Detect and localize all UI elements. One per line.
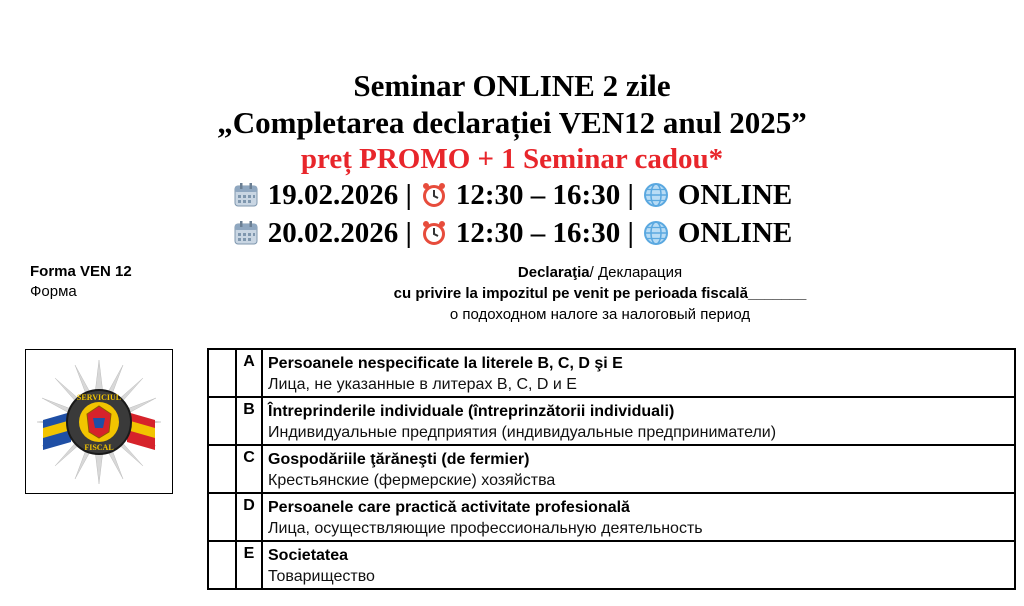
category-description	[262, 493, 1015, 541]
category-letter: B	[236, 397, 262, 445]
alarm-clock-icon	[420, 181, 448, 209]
session-mode: ONLINE	[677, 217, 793, 249]
category-name-ru: Лица, осуществляющие профессиональную деятельность	[268, 520, 703, 537]
globe-icon	[642, 219, 670, 247]
declaration-header	[260, 262, 940, 325]
session-date: 20.02.2026 |	[267, 217, 412, 249]
category-letter: A	[236, 349, 262, 397]
logo-text-top: SERVICIUL	[76, 392, 122, 402]
category-name-ru: Крестьянские (фермерские) хозяйства	[268, 472, 556, 489]
calendar-icon	[232, 181, 260, 209]
category-checkbox-b[interactable]	[208, 397, 236, 445]
table-row	[208, 541, 1015, 589]
category-description	[262, 349, 1015, 397]
seminar-banner	[0, 68, 1024, 252]
category-name-ru: Индивидуальные предприятия (индивидуальные предприниматели)	[268, 424, 777, 441]
session-row-2	[0, 214, 1024, 252]
banner-subtitle: „Completarea declarației VEN12 anul 2025”	[217, 105, 807, 140]
declaration-title: Declaraţia	[517, 264, 590, 281]
globe-icon	[642, 181, 670, 209]
declaration-subtitle: cu privire la impozitul pe venit pe perioada fiscală_______	[393, 285, 807, 302]
category-name-ru: Товарищество	[268, 568, 375, 585]
category-name-ro: Persoanele care practică activitate profesională	[268, 499, 630, 516]
table-row	[208, 397, 1015, 445]
banner-title: Seminar ONLINE 2 zile	[353, 68, 671, 103]
fiscal-service-emblem-icon	[32, 355, 166, 489]
fiscal-service-logo	[25, 349, 173, 494]
category-letter: C	[236, 445, 262, 493]
session-time: 12:30 – 16:30 |	[455, 217, 634, 249]
form-label-block	[30, 262, 132, 302]
declaration-title-ru: / Декларация	[589, 264, 683, 281]
category-checkbox-a[interactable]	[208, 349, 236, 397]
table-row	[208, 349, 1015, 397]
session-date: 19.02.2026 |	[267, 179, 412, 211]
category-name-ro: Societatea	[268, 547, 349, 564]
category-checkbox-d[interactable]	[208, 493, 236, 541]
category-name-ro: Întreprinderile individuale (întreprinzătorii individuali)	[268, 403, 675, 420]
category-description	[262, 541, 1015, 589]
session-row-1	[0, 176, 1024, 214]
category-checkbox-e[interactable]	[208, 541, 236, 589]
promo-text: preț PROMO + 1 Seminar cadou*	[300, 143, 724, 175]
table-row	[208, 493, 1015, 541]
category-checkbox-c[interactable]	[208, 445, 236, 493]
declaration-title-line	[260, 262, 940, 283]
session-time: 12:30 – 16:30 |	[455, 179, 634, 211]
table-row	[208, 445, 1015, 493]
form-label: Forma VEN 12	[30, 263, 132, 280]
category-letter: E	[236, 541, 262, 589]
category-description	[262, 445, 1015, 493]
category-description	[262, 397, 1015, 445]
category-letter: D	[236, 493, 262, 541]
calendar-icon	[232, 219, 260, 247]
logo-text-bottom: FISCAL	[84, 442, 114, 452]
declaration-subtitle-ru: о подоходном налоге за налоговый период	[449, 306, 751, 323]
taxpayer-category-table	[207, 348, 1016, 590]
alarm-clock-icon	[420, 219, 448, 247]
category-name-ro: Persoanele nespecificate la literele B, C, D şi E	[268, 355, 623, 372]
category-name-ru: Лица, не указанные в литерах B, C, D и E	[268, 376, 577, 393]
form-label-ru: Форма	[30, 283, 77, 300]
category-name-ro: Gospodăriile ţărăneşti (de fermier)	[268, 451, 530, 468]
session-mode: ONLINE	[677, 179, 793, 211]
